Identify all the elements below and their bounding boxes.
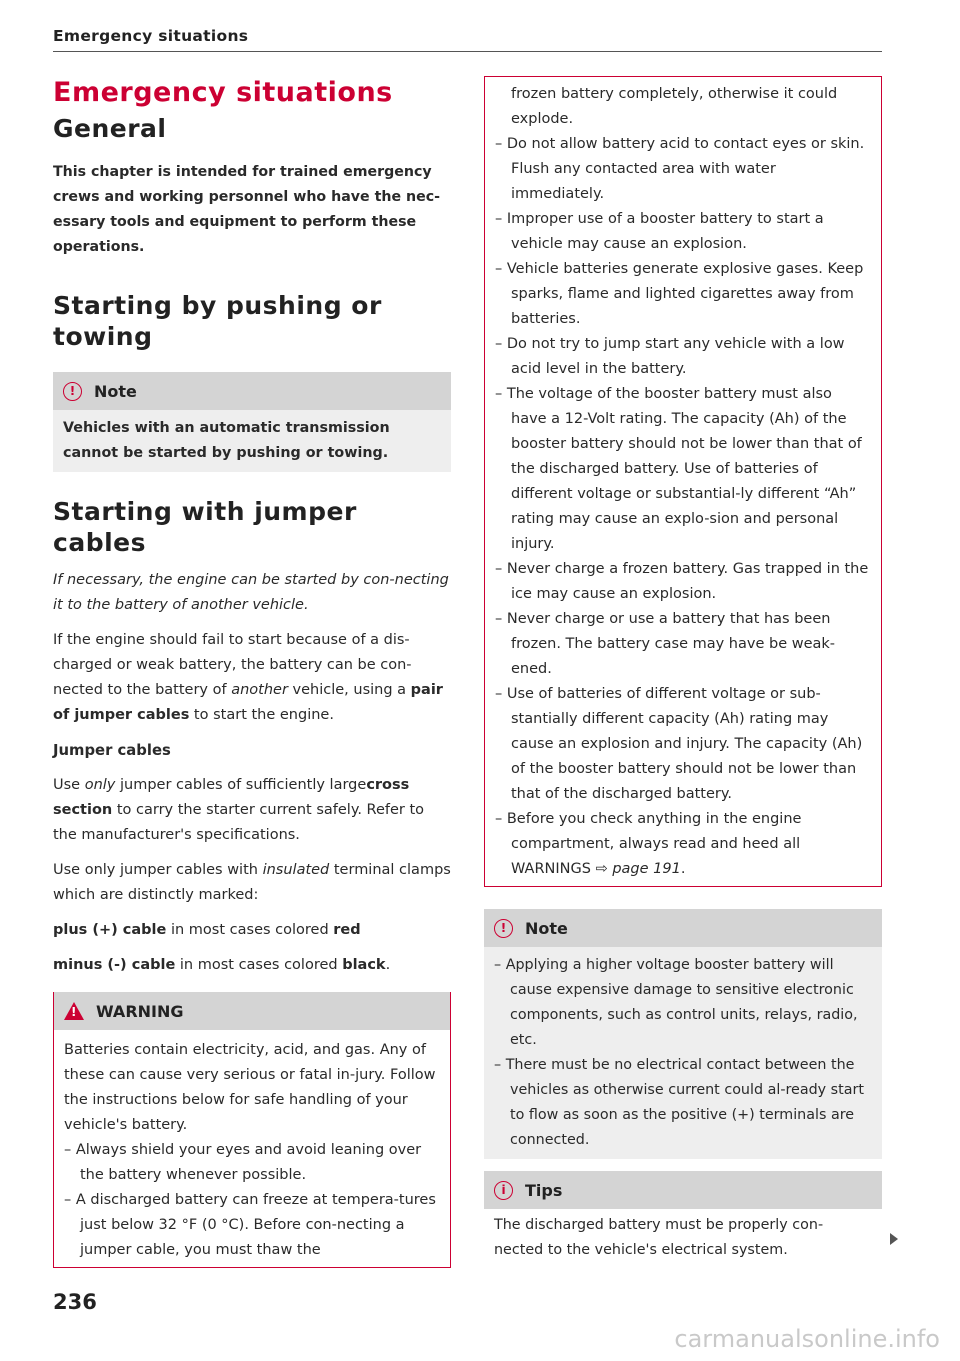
warning-item: – Vehicle batteries generate explosive gases. Keep sparks, flame and lighted cigarettes away from batteries.: [495, 261, 864, 327]
info-exclamation-icon: !: [494, 919, 513, 938]
tips-text: The discharged battery must be properly con-nected to the vehicle's electrical system.: [484, 1209, 882, 1269]
chapter-title: Emergency situations: [53, 77, 393, 108]
warning-body: [54, 1030, 450, 1267]
note-item: – Applying a higher voltage booster battery will cause expensive damage to sensitive electronic components, such as control units, relays, radio, etc.: [494, 957, 858, 1048]
left-column: [53, 72, 451, 1268]
warning-item: – The voltage of the booster battery must also have a 12-Volt rating. The capacity (Ah) of the booster battery should not be lower than that of the discharged battery. Use of batteries of different voltage or substantial-ly different “Ah” rating may cause an explo-sion and personal injury.: [495, 386, 862, 552]
warning-header: [54, 992, 450, 1030]
cables-paragraph-1: Use only jumper cables of sufficiently largecross section to carry the starter current safely. Refer to the manufacturer's specifications.: [53, 777, 425, 843]
warning-item: – A discharged battery can freeze at tempera-tures just below 32 °F (0 °C). Before con-necting a jumper cable, you must thaw the: [64, 1192, 436, 1258]
warning-item: – Use of batteries of different voltage or sub-stantially different capacity (Ah) rating may cause an explosion and injury. The capacity (Ah) of the booster battery should not be lower than that of the discharged battery.: [495, 686, 863, 802]
warning-item: frozen battery completely, otherwise it could explode.: [511, 86, 838, 127]
warning-label: WARNING: [96, 1001, 184, 1021]
header-rule: [53, 51, 882, 52]
cables-subhead: Jumper cables: [53, 742, 171, 759]
warning-triangle-icon: [64, 1002, 84, 1020]
warning-item: – Do not try to jump start any vehicle with a low acid level in the battery.: [495, 336, 845, 377]
general-text: This chapter is intended for trained emergency crews and working personnel who have the nec-essary tools and equipment to perform these operations.: [53, 164, 441, 255]
warning-item-last: – Before you check anything in the engine compartment, always read and heed all WARNINGS ⇨ page 191.: [495, 811, 802, 877]
warning-item: – Always shield your eyes and avoid leaning over the battery whenever possible.: [64, 1142, 422, 1183]
warning-item: – Never charge or use a battery that has been frozen. The battery case may have be weak-ened.: [495, 611, 836, 677]
note-label: Note: [525, 918, 568, 938]
watermark: carmanualsonline.info: [674, 1325, 940, 1353]
note-label: Note: [94, 381, 137, 401]
jumper-heading: Starting with jumper cables: [53, 497, 357, 557]
jumper-intro: If necessary, the engine can be started by con-necting it to the battery of another vehicle.: [53, 572, 449, 613]
warning-intro: Batteries contain electricity, acid, and gas. Any of these can cause very serious or fatal in-jury. Follow the instructions below for safe handling of your vehicle's battery.: [64, 1042, 436, 1133]
running-header: Emergency situations: [53, 27, 249, 45]
tips-label: Tips: [525, 1180, 563, 1200]
info-i-icon: i: [494, 1181, 513, 1200]
warning-item: – Improper use of a booster battery to start a vehicle may cause an explosion.: [495, 211, 824, 252]
warning-item: – Do not allow battery acid to contact eyes or skin. Flush any contacted area with water immediately.: [495, 136, 865, 202]
tips-header: [484, 1171, 882, 1209]
page-reference-link[interactable]: ⇨ page 191: [595, 861, 681, 877]
warning-box: [53, 992, 451, 1268]
note-header: [53, 372, 451, 410]
minus-cable-line: minus (-) cable in most cases colored black.: [53, 957, 391, 973]
right-column: [484, 76, 882, 1269]
cables-paragraph-2: Use only jumper cables with insulated terminal clamps which are distinctly marked:: [53, 862, 451, 903]
warning-item: – Never charge a frozen battery. Gas trapped in the ice may cause an explosion.: [495, 561, 869, 602]
jumper-paragraph: If the engine should fail to start because of a dis-charged or weak battery, the battery can be con-nected to the battery of another vehicle, using a pair of jumper cables to start the engine.: [53, 632, 443, 723]
note-box-push: [53, 372, 451, 472]
note-body: [484, 947, 882, 1159]
note-item: – There must be no electrical contact between the vehicles as otherwise current could al-ready start to flow as soon as the positive (+) terminals are connected.: [494, 1057, 864, 1148]
note-box-voltage: [484, 909, 882, 1159]
note-header: [484, 909, 882, 947]
general-heading: General: [53, 114, 167, 143]
tips-box: [484, 1171, 882, 1269]
push-heading: Starting by pushing or towing: [53, 291, 382, 351]
note-text: Vehicles with an automatic transmission cannot be started by pushing or towing.: [63, 420, 390, 461]
warning-continued: [484, 76, 882, 887]
page-number: 236: [53, 1290, 97, 1314]
info-exclamation-icon: !: [63, 382, 82, 401]
plus-cable-line: plus (+) cable in most cases colored red: [53, 922, 361, 938]
continue-arrow-icon: [890, 1233, 898, 1245]
